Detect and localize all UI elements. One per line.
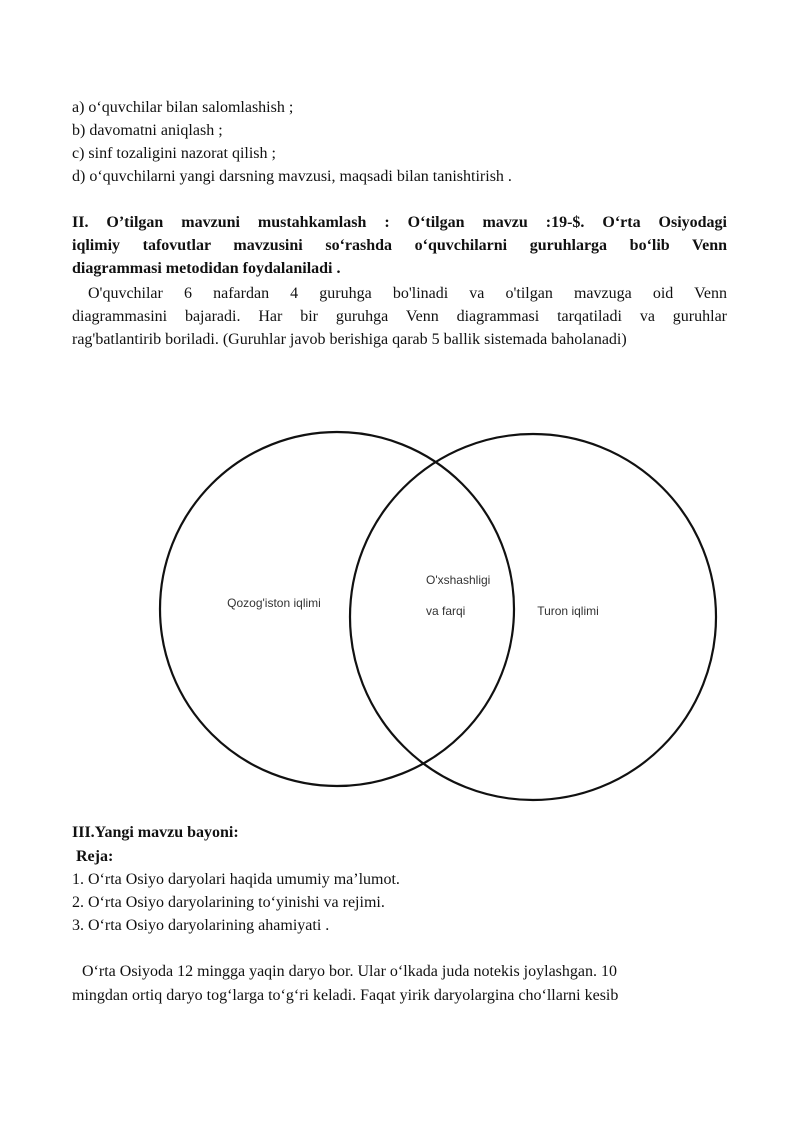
list-item-cleanliness: c) sinf tozaligini nazorat qilish ;	[72, 145, 276, 162]
plan-item-3: 3. O‘rta Osiyo daryolarining ahamiyati .	[72, 917, 330, 934]
plan-title: Reja:	[76, 848, 114, 865]
section2-heading-line-2: iqlimiy tafovutlar mavzusini so‘rashda o‘quvchilarni guruhlarga bo‘lib Venn	[72, 237, 727, 254]
list-item-greeting: a) o‘quvchilar bilan salomlashish ;	[72, 99, 294, 116]
list-item-attendance: b) davomatni aniqlash ;	[72, 122, 223, 139]
section3-heading: III.Yangi mavzu bayoni:	[72, 824, 239, 841]
section2-paragraph-line-3: rag'batlantirib boriladi. (Guruhlar javob berishiga qarab 5 ballik sistemada baholanadi)	[72, 331, 627, 348]
venn-right-label: Turon iqlimi	[537, 604, 599, 618]
plan-item-2: 2. O‘rta Osiyo daryolarining to‘yinishi va rejimi.	[72, 894, 385, 911]
section2-paragraph-line-2: diagrammasini bajaradi. Har bir guruhga Venn diagrammasi tarqatiladi va guruhlar	[72, 308, 727, 325]
section2-heading-line-3: diagrammasi metodidan foydalaniladi .	[72, 260, 341, 277]
venn-right-circle	[350, 434, 716, 800]
venn-left-label: Qozog'iston iqlimi	[227, 596, 321, 610]
plan-item-1: 1. O‘rta Osiyo daryolari haqida umumiy ma’lumot.	[72, 871, 400, 888]
section2-paragraph-line-1: O'quvchilar 6 nafardan 4 guruhga bo'linadi va o'tilgan mavzuga oid Venn	[88, 285, 727, 302]
venn-center-label-1: O'xshashligi	[426, 573, 491, 587]
section2-heading-line-1: II. O’tilgan mavzuni mustahkamlash : O‘tilgan mavzu :19-$. O‘rta Osiyodagi	[72, 214, 727, 231]
section3-paragraph-line-2: mingdan ortiq daryo tog‘larga to‘g‘ri keladi. Faqat yirik daryolargina cho‘llarni kesib	[72, 987, 619, 1004]
venn-center-label-2: va farqi	[426, 604, 466, 618]
list-item-topic-intro: d) o‘quvchilarni yangi darsning mavzusi, maqsadi bilan tanishtirish .	[72, 168, 512, 185]
section3-paragraph-line-1: O‘rta Osiyoda 12 mingga yaqin daryo bor. Ular o‘lkada juda notekis joylashgan. 10	[82, 963, 617, 980]
